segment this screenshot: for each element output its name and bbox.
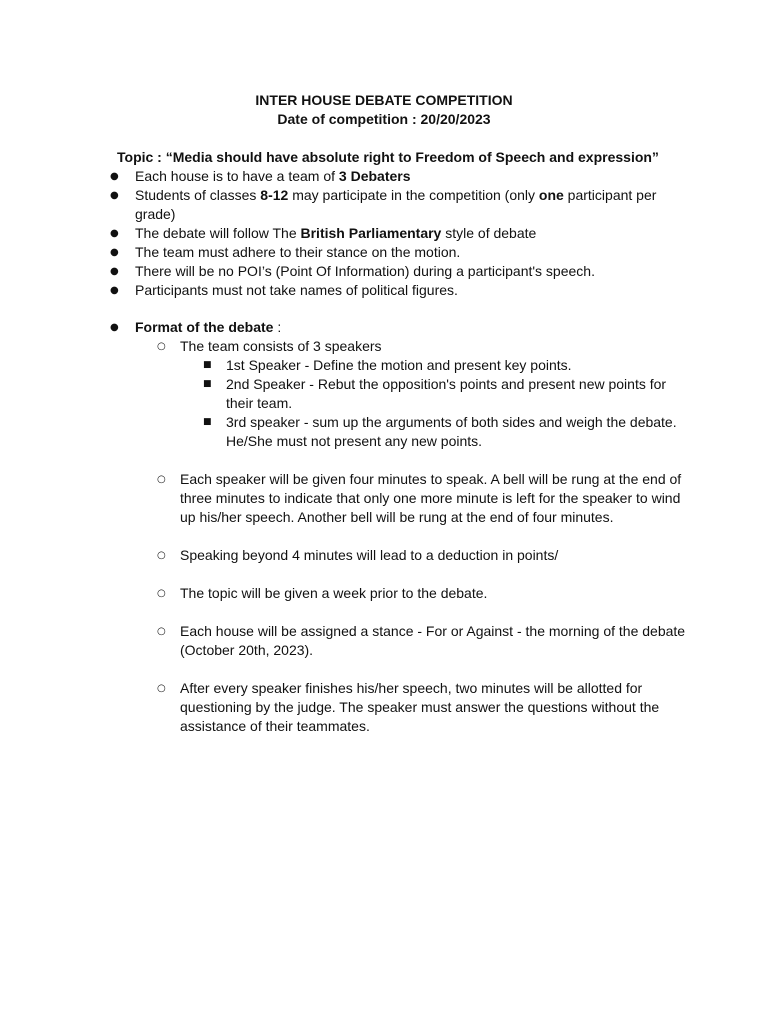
rule-poi: ● There will be no POI’s (Point Of Information) during a participant's speech. — [110, 262, 685, 281]
format-point-stance: ○ Each house will be assigned a stance - For or Against - the morning of the debate (October 20th, 2023). — [155, 622, 690, 660]
format-point-topic-release: ○ The topic will be given a week prior to the debate. — [155, 584, 690, 603]
format-point-overtime: ○ Speaking beyond 4 minutes will lead to a deduction in points/ — [155, 546, 690, 565]
competition-date: Date of competition : 20/20/2023 — [277, 111, 491, 127]
rule-eligibility: ● Students of classes 8-12 may participate in the competition (only one participant per grade) — [110, 186, 685, 224]
format-point-timing: ○ Each speaker will be given four minutes to speak. A bell will be rung at the end of three minutes to indicate that only one more minute is left for the speaker to wind up his/her speech. Another bell will be rung at the end of four minutes. — [155, 470, 690, 527]
format-heading-item: ● Format of the debate : ○ The team consists of 3 speakers ■ 1st Speaker - Define the motion and present key points. ■ 2nd Speaker - Rebut the opposition's points and present new points for their team. ■ 3rd speaker - sum up the arguments of both sides and weigh the debate. He/She must not present any new points. ○ Each speaker will be given four minutes to speak. A bell will be rung at the end of three minutes to indicate that only one more minute is left for the speaker to wind up his/her speech. Another bell will be rung at the end of four minutes. ○ Speaking beyond 4 minutes will lead to a deduction in points/ ○ The topic will be given a week prior to the debate. ○ Each house will be assigned a stance - For or Against - the morning of the debate (October 20th, 2023). ○ After every speaker finishes his/her speech, two minutes will be allotted for questioning by the judge. The speaker must answer the questions without the assistance of their teammates. — [110, 318, 690, 736]
format-section — [110, 318, 690, 736]
rule-style: ● The debate will follow The British Parliamentary style of debate — [110, 224, 685, 243]
speaker-role-1: ■ 1st Speaker - Define the motion and present key points. — [201, 356, 690, 375]
rule-stance: ● The team must adhere to their stance on the motion. — [110, 243, 685, 262]
speaker-role-2: ■ 2nd Speaker - Rebut the opposition's points and present new points for their team. — [201, 375, 690, 413]
format-points-list — [155, 337, 690, 736]
speaker-role-3: ■ 3rd speaker - sum up the arguments of both sides and weigh the debate. He/She must not present any new points. — [201, 413, 690, 451]
rule-team-size: ● Each house is to have a team of 3 Debaters — [110, 167, 685, 186]
rule-political-figures: ● Participants must not take names of political figures. — [110, 281, 685, 300]
rules-list — [110, 167, 685, 300]
format-heading: Format of the debate — [135, 319, 274, 335]
format-team: ○ The team consists of 3 speakers ■ 1st Speaker - Define the motion and present key points. ■ 2nd Speaker - Rebut the opposition's points and present new points for their team. ■ 3rd speaker - sum up the arguments of both sides and weigh the debate. He/She must not present any new points. — [155, 337, 690, 451]
format-point-questioning: ○ After every speaker finishes his/her speech, two minutes will be allotted for questioning by the judge. The speaker must answer the questions without the assistance of their teammates. — [155, 679, 690, 736]
document-title: INTER HOUSE DEBATE COMPETITION — [255, 92, 513, 108]
speaker-roles-list — [201, 356, 690, 451]
debate-topic: Topic : “Media should have absolute right to Freedom of Speech and expression” — [117, 149, 659, 165]
